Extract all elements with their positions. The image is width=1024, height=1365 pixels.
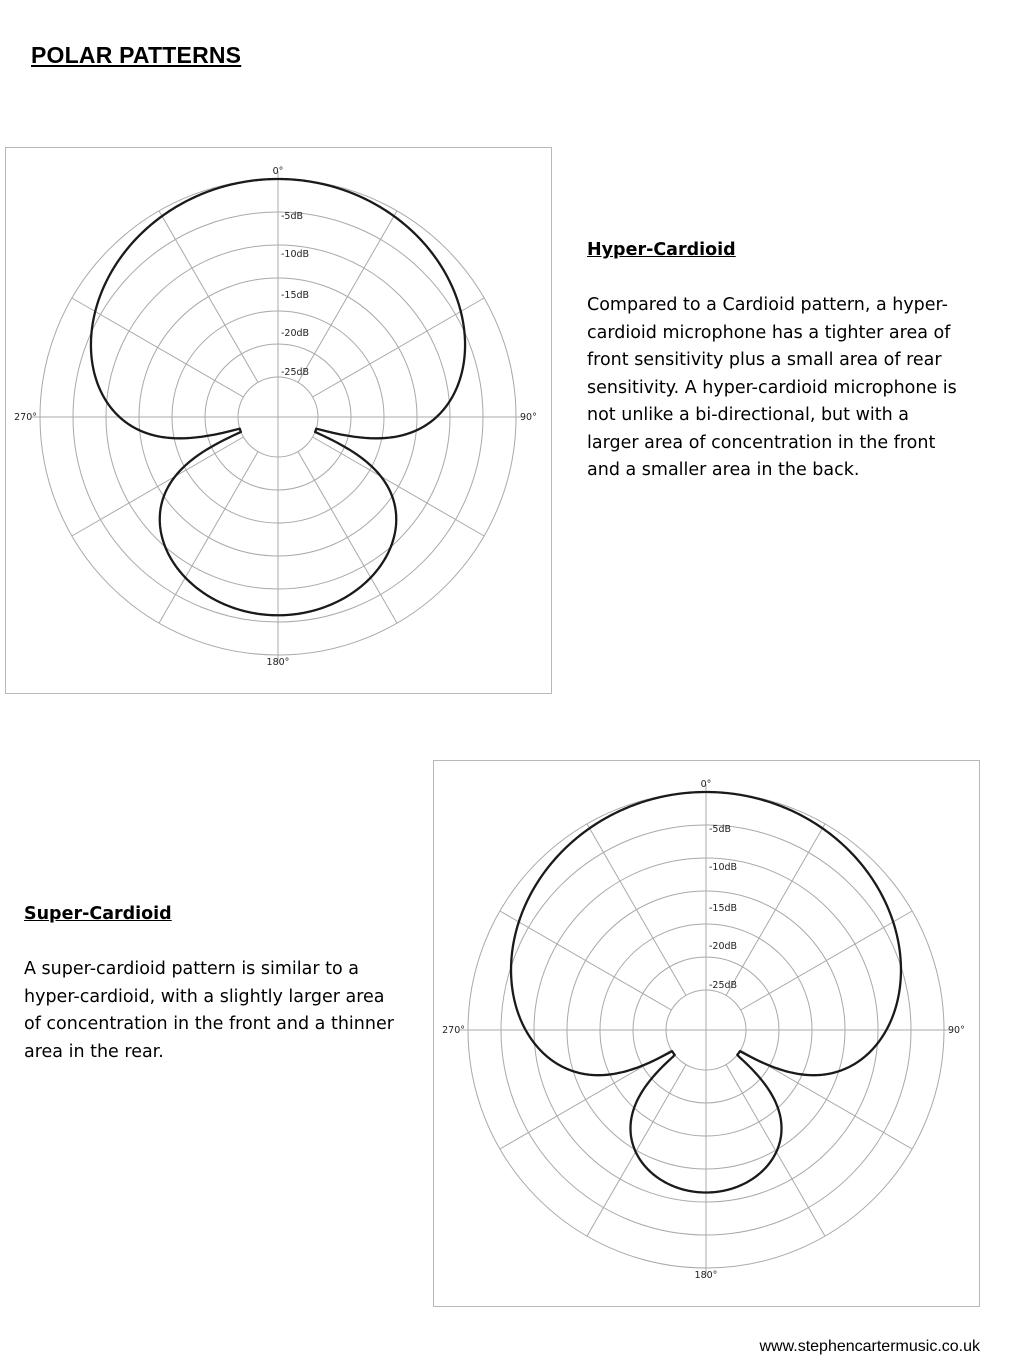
body-line: and a smaller area in the back. <box>587 460 860 480</box>
ring-label-20db: -20dB <box>281 328 310 339</box>
body-line: Compared to a Cardioid pattern, a hyper- <box>587 295 948 315</box>
angle-label-90: 90° <box>520 412 537 423</box>
body-line: cardioid microphone has a tighter area of <box>587 322 951 343</box>
super-cardioid-description <box>24 901 394 1066</box>
hyper-cardioid-polar-plot <box>6 148 551 693</box>
angle-label-270: 270° <box>442 1025 465 1036</box>
hyper-grid <box>32 171 524 663</box>
angle-label-0: 0° <box>700 779 712 790</box>
hyper-cardioid-description <box>587 237 957 485</box>
body-line: hyper-cardioid, with a slightly larger area <box>24 986 385 1007</box>
super-cardioid-heading: Super-Cardioid <box>24 904 172 924</box>
footer-url[interactable]: www.stephencartermusic.co.uk <box>759 1338 980 1355</box>
body-line: A super-cardioid pattern is similar to a <box>24 959 359 979</box>
angle-label-270: 270° <box>14 412 37 423</box>
ring-label-10db: -10dB <box>281 249 310 260</box>
page-title: POLAR PATTERNS <box>31 42 242 68</box>
ring-label-20db: -20dB <box>709 941 738 952</box>
ring-label-5db: -5dB <box>281 211 304 222</box>
body-line: sensitivity. A hyper-cardioid microphone is <box>587 377 957 398</box>
ring-label-25db: -25dB <box>709 980 738 991</box>
body-line: area in the rear. <box>24 1041 164 1062</box>
body-line: not unlike a bi-directional, but with a <box>587 405 909 425</box>
body-line: larger area of concentration in the front <box>587 432 936 453</box>
angle-label-180: 180° <box>694 1270 718 1281</box>
ring-label-25db: -25dB <box>281 367 310 378</box>
body-line: of concentration in the front and a thinner <box>24 1014 394 1034</box>
hyper-cardioid-heading: Hyper-Cardioid <box>587 240 736 260</box>
ring-label-10db: -10dB <box>709 862 738 873</box>
angle-label-180: 180° <box>266 657 290 668</box>
angle-label-90: 90° <box>948 1025 965 1036</box>
body-line: front sensitivity plus a small area of rear <box>587 350 942 370</box>
super-grid <box>460 784 952 1276</box>
hyper-cardioid-diagram <box>5 147 552 694</box>
ring-label-15db: -15dB <box>281 290 310 301</box>
ring-label-15db: -15dB <box>709 903 738 914</box>
super-cardioid-diagram <box>433 760 980 1307</box>
angle-label-0: 0° <box>272 166 284 177</box>
super-cardioid-polar-plot <box>434 761 979 1306</box>
ring-label-5db: -5dB <box>709 824 732 835</box>
